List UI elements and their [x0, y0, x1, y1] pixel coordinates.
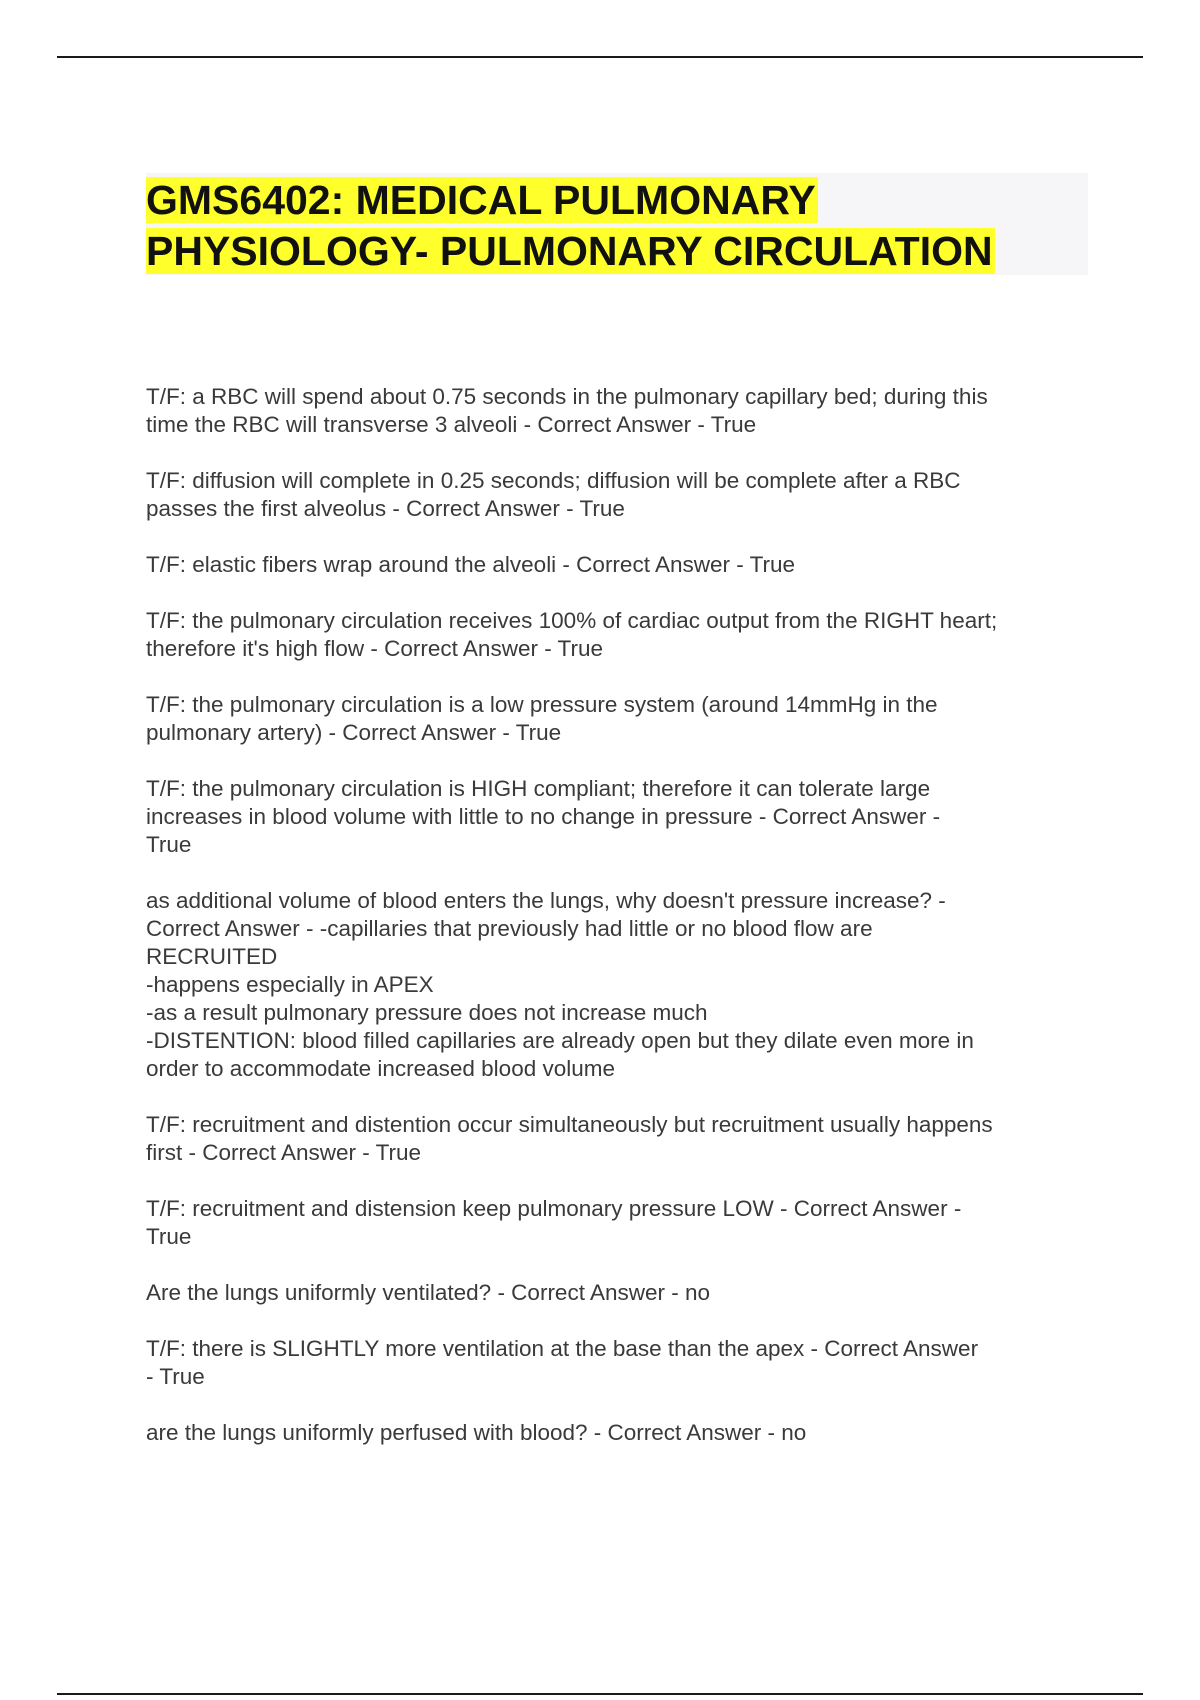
qa-line: Are the lungs uniformly ventilated? - Correct Answer - no	[146, 1280, 711, 1305]
qa-line: - True	[146, 1364, 205, 1389]
qa-line: T/F: the pulmonary circulation receives 100% of cardiac output from the RIGHT heart;	[146, 608, 998, 633]
qa-line: T/F: diffusion will complete in 0.25 seconds; diffusion will be complete after a RBC	[146, 468, 961, 493]
qa-item	[146, 691, 1096, 747]
qa-item	[146, 1419, 1096, 1447]
qa-line: T/F: a RBC will spend about 0.75 seconds in the pulmonary capillary bed; during this	[146, 384, 988, 409]
qa-item	[146, 775, 1096, 859]
qa-line: therefore it's high flow - Correct Answer - True	[146, 636, 603, 661]
qa-item	[146, 1111, 1096, 1167]
qa-item	[146, 887, 1096, 1083]
qa-item	[146, 1335, 1096, 1391]
qa-item	[146, 1195, 1096, 1251]
qa-line: T/F: recruitment and distension keep pulmonary pressure LOW - Correct Answer -	[146, 1196, 962, 1221]
qa-item	[146, 383, 1096, 439]
qa-line: order to accommodate increased blood volume	[146, 1056, 616, 1081]
qa-line: -DISTENTION: blood filled capillaries are already open but they dilate even more in	[146, 1028, 974, 1053]
qa-line: T/F: there is SLIGHTLY more ventilation at the base than the apex - Correct Answer	[146, 1336, 979, 1361]
qa-line: pulmonary artery) - Correct Answer - True	[146, 720, 562, 745]
qa-line: T/F: recruitment and distention occur simultaneously but recruitment usually happens	[146, 1112, 993, 1137]
qa-line: passes the first alveolus - Correct Answer - True	[146, 496, 625, 521]
qa-line: True	[146, 1224, 192, 1249]
top-divider	[57, 56, 1143, 58]
qa-line: time the RBC will transverse 3 alveoli - Correct Answer - True	[146, 412, 757, 437]
qa-line: -as a result pulmonary pressure does not increase much	[146, 1000, 708, 1025]
qa-line: increases in blood volume with little to no change in pressure - Correct Answer -	[146, 804, 941, 829]
qa-item	[146, 607, 1096, 663]
qa-item	[146, 1279, 1096, 1307]
qa-line: Correct Answer - -capillaries that previously had little or no blood flow are	[146, 916, 873, 941]
page-title-line-2: PHYSIOLOGY- PULMONARY CIRCULATION	[146, 228, 993, 274]
qa-line: T/F: elastic fibers wrap around the alveoli - Correct Answer - True	[146, 552, 795, 577]
qa-line: RECRUITED	[146, 944, 278, 969]
qa-line: as additional volume of blood enters the lungs, why doesn't pressure increase? -	[146, 888, 946, 913]
qa-line: are the lungs uniformly perfused with blood? - Correct Answer - no	[146, 1420, 807, 1445]
qa-line: True	[146, 832, 192, 857]
qa-line: -happens especially in APEX	[146, 972, 434, 997]
qa-line: T/F: the pulmonary circulation is HIGH compliant; therefore it can tolerate large	[146, 776, 931, 801]
page-title	[146, 175, 995, 277]
qa-item	[146, 551, 1096, 579]
bottom-divider	[57, 1693, 1143, 1695]
qa-line: first - Correct Answer - True	[146, 1140, 422, 1165]
qa-list	[146, 383, 1096, 1475]
page-title-line-1: GMS6402: MEDICAL PULMONARY	[146, 177, 816, 223]
qa-item	[146, 467, 1096, 523]
qa-line: T/F: the pulmonary circulation is a low pressure system (around 14mmHg in the	[146, 692, 938, 717]
